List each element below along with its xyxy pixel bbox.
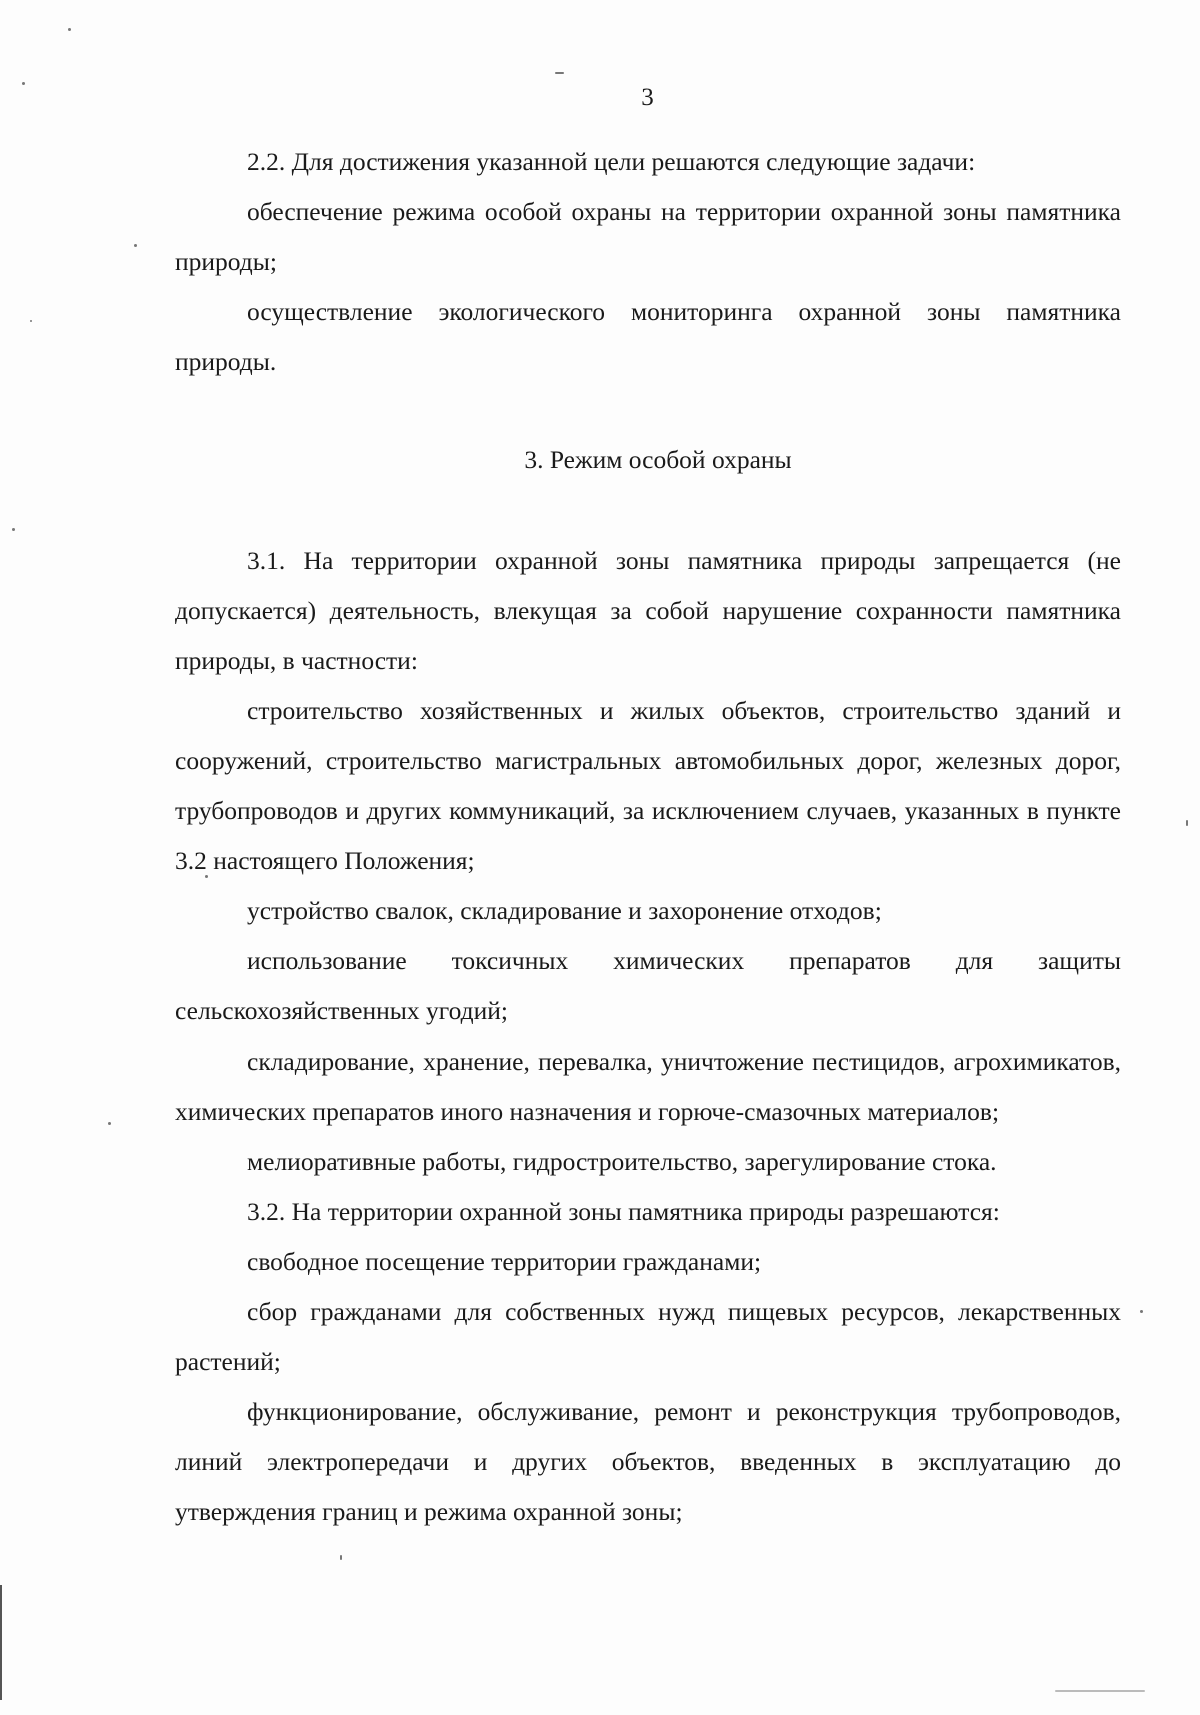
- scan-speck: [22, 82, 25, 85]
- paragraph-2-2: 2.2. Для достижения указанной цели решаются следующие задачи:: [247, 147, 976, 176]
- scan-speck: [68, 28, 71, 31]
- paragraph-3-2: 3.2. На территории охранной зоны памятника природы разрешаются:: [247, 1196, 1000, 1226]
- paragraph-waste: устройство свалок, складирование и захоронение отходов;: [247, 896, 882, 926]
- scan-speck: [340, 1555, 342, 1560]
- scan-speck: [1186, 820, 1188, 826]
- paragraph-pesticides: складирование, хранение, перевалка, уничтожение пестицидов, агрохимикатов, химических препаратов иного назначения и горюче-смазочных материалов;: [175, 1046, 1121, 1126]
- paragraph-visits: свободное посещение территории гражданами;: [247, 1246, 762, 1276]
- paragraph-construction: строительство хозяйственных и жилых объектов, строительство зданий и сооружений, строительство магистральных автомобильных дорог, железных дорог, трубопроводов и других коммуникаций, за исключением случаев, указанных в пункте 3.2 настоящего Положения;: [175, 695, 1121, 876]
- page-number: 3: [641, 84, 654, 111]
- scan-speck: [555, 72, 564, 74]
- scan-speck: [134, 244, 137, 247]
- section-heading: 3. Режим особой охраны: [524, 445, 792, 475]
- scan-speck: [30, 320, 32, 322]
- paragraph-operation: функционирование, обслуживание, ремонт и реконструкция трубопроводов, линий электропередачи и других объектов, введенных в эксплуатацию до утверждения границ и режима охранной зоны;: [175, 1397, 1121, 1527]
- scan-speck: [108, 1122, 111, 1125]
- scan-speck: [12, 528, 15, 531]
- scan-speck: [1055, 1690, 1145, 1692]
- paragraph-gathering: сбор гражданами для собственных нужд пищевых ресурсов, лекарственных растений;: [175, 1296, 1121, 1377]
- scan-speck: [205, 875, 208, 878]
- scan-speck: [1140, 1310, 1143, 1313]
- document-body: [175, 137, 1121, 1537]
- paragraph-melioration: мелиоративные работы, гидростроительство, зарегулирование стока.: [247, 1146, 997, 1176]
- paragraph-task-protection: обеспечение режима особой охраны на территории охранной зоны памятника природы;: [175, 197, 1121, 277]
- paragraph-3-1: 3.1. На территории охранной зоны памятника природы запрещается (не допускается) деятельность, влекущая за собой нарушение сохранности памятника природы, в частности:: [175, 545, 1121, 675]
- paragraph-task-monitoring: осуществление экологического мониторинга охранной зоны памятника природы.: [175, 297, 1121, 377]
- scan-edge-line: [0, 1585, 2, 1700]
- paragraph-chemicals: использование токсичных химических препаратов для защиты сельскохозяйственных угодий;: [175, 946, 1121, 1026]
